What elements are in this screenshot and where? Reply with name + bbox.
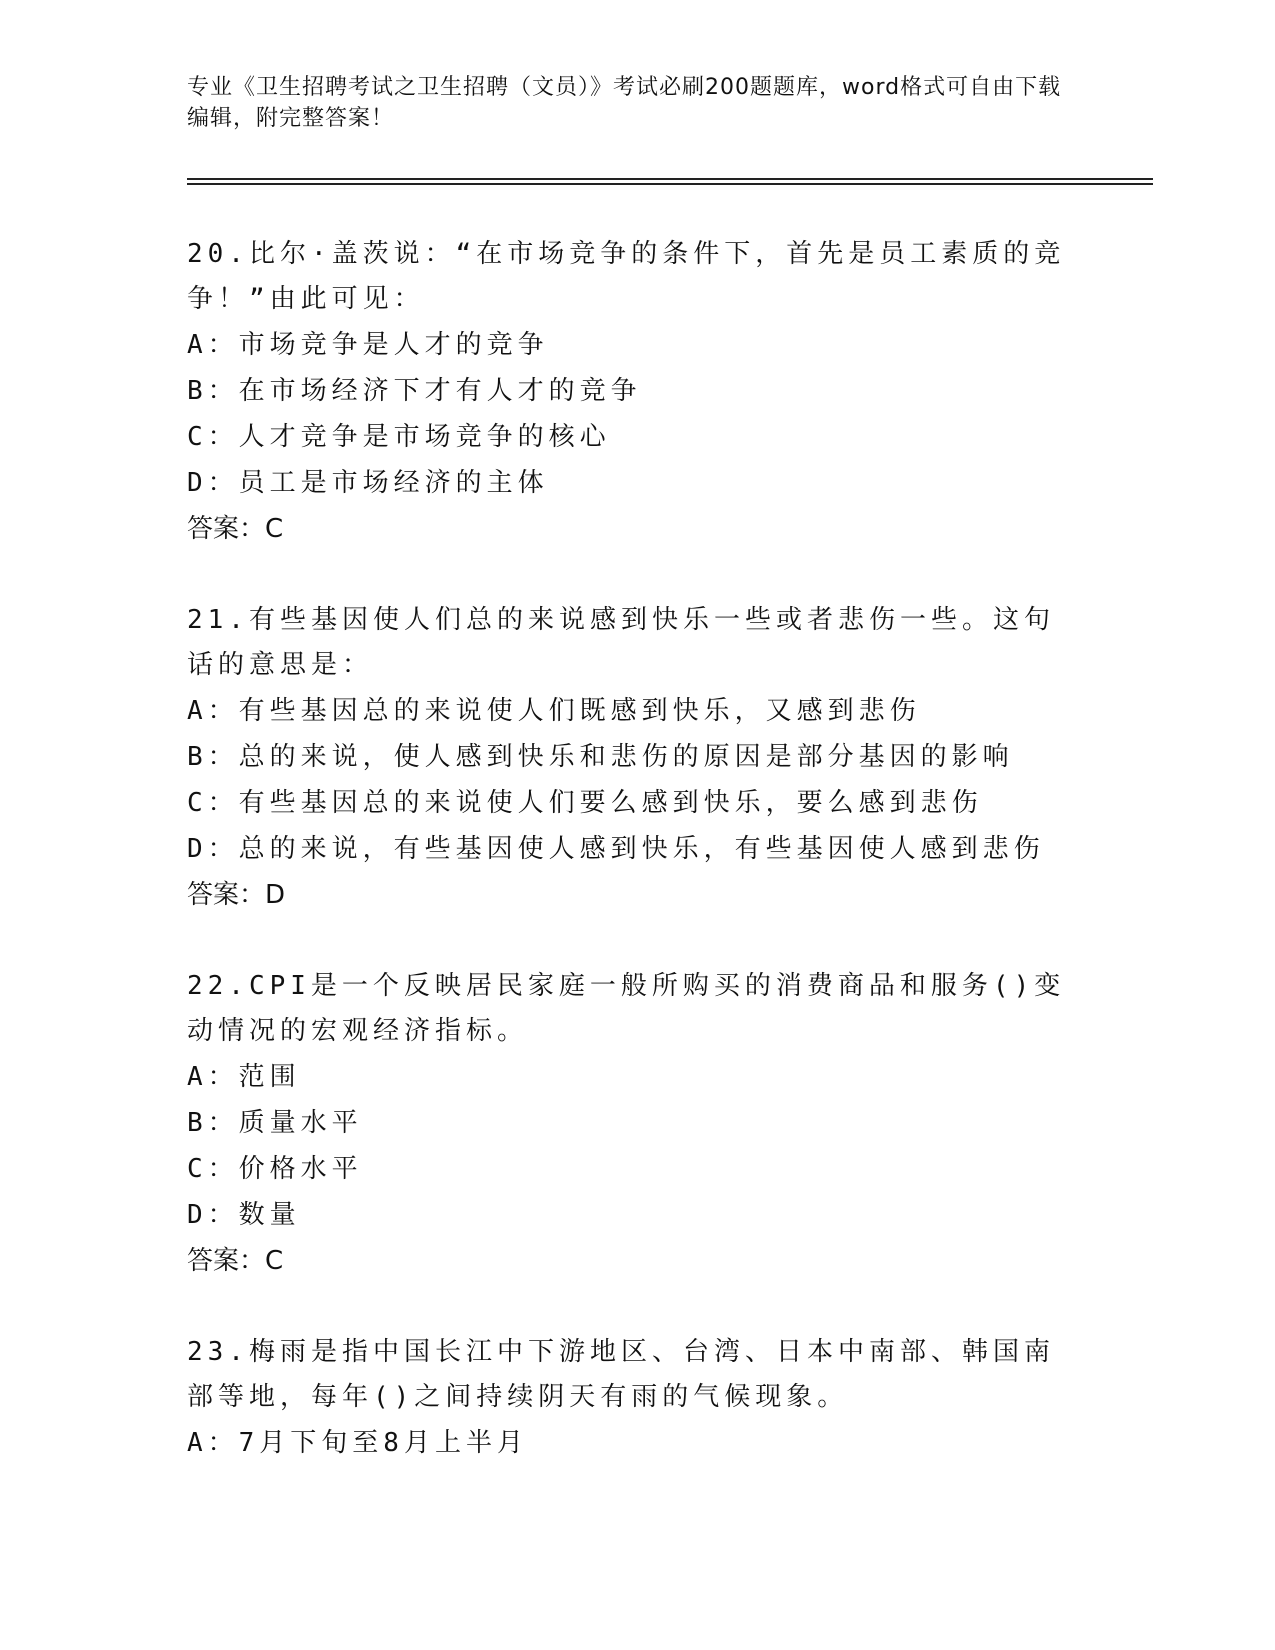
option-c: C：有些基因总的来说使人们要么感到快乐，要么感到悲伤 bbox=[187, 788, 983, 818]
question-23 bbox=[187, 1330, 1067, 1466]
question-list bbox=[187, 232, 1067, 1512]
option-a: A：范围 bbox=[187, 1062, 301, 1092]
document-header: 专业《卫生招聘考试之卫生招聘（文员）》考试必刷200题题库，word格式可自由下载编辑，附完整答案！ bbox=[187, 75, 1062, 131]
question-stem: 22.CPI是一个反映居民家庭一般所购买的消费商品和服务()变动情况的宏观经济指标。 bbox=[187, 971, 1066, 1046]
option-a: A：7月下旬至8月上半月 bbox=[187, 1428, 528, 1458]
option-b: B：在市场经济下才有人才的竞争 bbox=[187, 376, 642, 406]
option-b: B：质量水平 bbox=[187, 1108, 363, 1138]
option-d: D：总的来说，有些基因使人感到快乐，有些基因使人感到悲伤 bbox=[187, 834, 1045, 864]
answer: 答案：C bbox=[187, 1246, 284, 1276]
header-rule-bottom bbox=[187, 183, 1153, 185]
answer: 答案：C bbox=[187, 514, 284, 544]
option-c: C：人才竞争是市场竞争的核心 bbox=[187, 422, 611, 452]
option-d: D：员工是市场经济的主体 bbox=[187, 468, 549, 498]
question-21 bbox=[187, 598, 1067, 918]
option-c: C：价格水平 bbox=[187, 1154, 363, 1184]
answer: 答案：D bbox=[187, 880, 286, 910]
question-stem: 23.梅雨是指中国长江中下游地区、台湾、日本中南部、韩国南部等地，每年()之间持续阴天有雨的气候现象。 bbox=[187, 1337, 1055, 1412]
question-22 bbox=[187, 964, 1067, 1284]
option-d: D：数量 bbox=[187, 1200, 301, 1230]
question-stem: 20.比尔·盖茨说：“在市场竞争的条件下，首先是员工素质的竞争！”由此可见： bbox=[187, 239, 1066, 314]
header-rule-top bbox=[187, 178, 1153, 180]
option-a: A：有些基因总的来说使人们既感到快乐，又感到悲伤 bbox=[187, 696, 921, 726]
question-20 bbox=[187, 232, 1067, 552]
option-b: B：总的来说，使人感到快乐和悲伤的原因是部分基因的影响 bbox=[187, 742, 1014, 772]
option-a: A：市场竞争是人才的竞争 bbox=[187, 330, 549, 360]
question-stem: 21.有些基因使人们总的来说感到快乐一些或者悲伤一些。这句话的意思是： bbox=[187, 605, 1055, 680]
